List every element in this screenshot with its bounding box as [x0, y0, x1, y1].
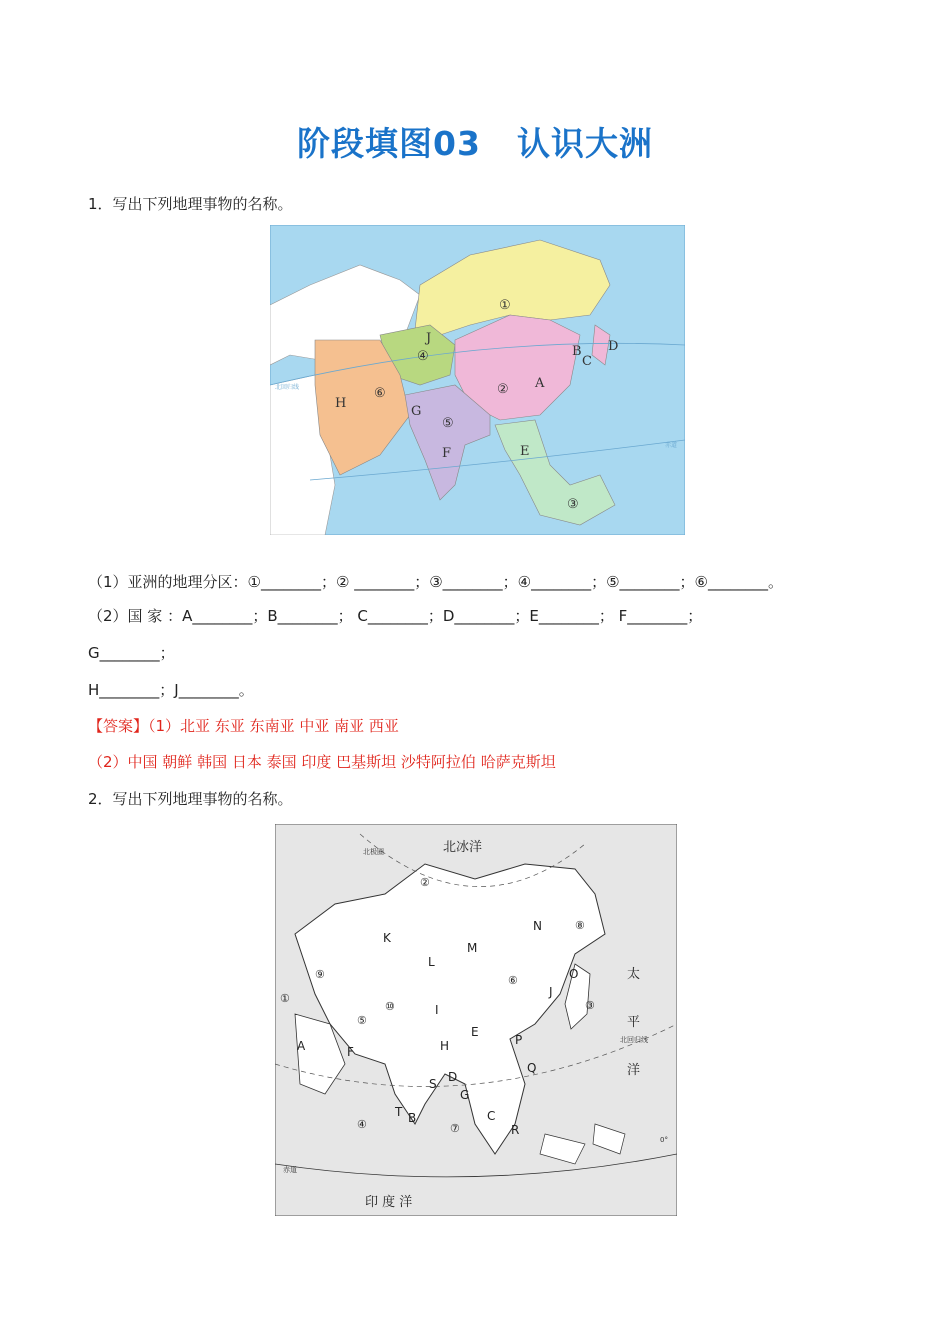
- title-sub: 认识大洲: [516, 124, 653, 163]
- map2-circled-7: ⑦: [450, 1122, 460, 1135]
- map2-letter-T: T: [395, 1105, 403, 1119]
- asia-regions-map: [270, 225, 685, 535]
- map2-circled-4: ④: [357, 1118, 367, 1131]
- map2-letter-K: K: [383, 931, 391, 945]
- map1-label-1: ①: [499, 298, 511, 313]
- map2-letter-L: L: [428, 955, 435, 969]
- question-1-part-1: （1）亚洲的地理分区：①________；② ________；③________；④________；⑤________；⑥________。: [88, 573, 783, 591]
- answer-line-2: （2）中国 朝鲜 韩国 日本 泰国 印度 巴基斯坦 沙特阿拉伯 哈萨克斯坦: [88, 753, 556, 771]
- question-1-part-2: （2）国 家 ：A________；B________； C________；D________；E________； F________；: [88, 607, 703, 625]
- map2-circled-10: ⑩: [385, 1000, 395, 1013]
- map1-label-D: D: [608, 339, 619, 354]
- question-2-title: 2．写出下列地理事物的名称。: [88, 790, 293, 808]
- map2-letter-I: I: [435, 1003, 439, 1017]
- asia-outline-map: [275, 824, 677, 1216]
- map2-zero-label: 0°: [660, 1136, 668, 1144]
- map2-circled-2: ②: [420, 876, 430, 889]
- map1-label-H: H: [335, 396, 347, 411]
- map2-letter-P: P: [515, 1033, 523, 1047]
- map2-circled-3: ③: [585, 999, 595, 1012]
- map1-label-B: B: [572, 344, 582, 359]
- map2-letter-C: C: [487, 1109, 496, 1123]
- map1-label-C: C: [582, 354, 592, 369]
- map1-label-F: F: [442, 446, 452, 461]
- map2-equator-label: 赤道: [283, 1166, 297, 1174]
- map2-circled-9: ⑨: [315, 968, 325, 981]
- map1-label-3: ③: [567, 497, 579, 512]
- map2-pacific-3: 洋: [627, 1063, 641, 1078]
- map1-label-5: ⑤: [442, 416, 454, 431]
- map2-pacific-2: 平: [627, 1015, 641, 1030]
- map1-label-G: G: [411, 404, 422, 419]
- map2-letter-A: A: [297, 1039, 306, 1053]
- map2-letter-O: O: [569, 967, 579, 981]
- map2-letter-N: N: [533, 919, 542, 933]
- map2-letter-Q: Q: [527, 1061, 537, 1075]
- map1-label-4: ④: [417, 349, 429, 364]
- map2-indian-ocean: 印 度 洋: [365, 1195, 413, 1210]
- map1-label-A: A: [535, 376, 545, 391]
- map2-letter-R: R: [511, 1123, 520, 1137]
- map1-label-J: J: [426, 331, 432, 346]
- map1-tropic-label: 北回归线: [275, 384, 300, 391]
- map1-label-E: E: [520, 444, 530, 459]
- title-main: 阶段填图03: [297, 124, 481, 163]
- map2-letter-F: F: [347, 1045, 354, 1059]
- map2-tropic-label: 北回归线: [620, 1036, 648, 1044]
- map2-circled-5: ⑤: [357, 1014, 367, 1027]
- map2-pacific-1: 太: [627, 967, 641, 982]
- map2-letter-H: H: [440, 1039, 450, 1053]
- map1-label-6: ⑥: [374, 386, 386, 401]
- map2-letter-J: J: [549, 985, 553, 999]
- answer-part-1: （1）北亚 东亚 东南亚 中亚 南亚 西亚: [148, 717, 399, 735]
- map2-circled-6: ⑥: [508, 974, 518, 987]
- map2-arctic-ocean: 北冰洋: [443, 840, 483, 855]
- answer-line-1: [88, 715, 399, 736]
- map2-letter-E: E: [471, 1025, 479, 1039]
- map2-circled-8: ⑧: [575, 919, 585, 932]
- map2-letter-B: B: [408, 1111, 417, 1125]
- map2-letter-S: S: [429, 1077, 437, 1091]
- map2-letter-D: D: [448, 1070, 458, 1084]
- map1-equator-label: 赤道: [665, 442, 678, 449]
- map2-circled-1: ①: [280, 992, 290, 1005]
- map1-label-2: ②: [497, 382, 509, 397]
- map2-letter-M: M: [467, 941, 478, 955]
- map2-letter-G: G: [460, 1088, 470, 1102]
- question-1-part-2-end: H________；J________。: [88, 681, 254, 699]
- map2-arctic-circle-label: 北极圈: [363, 848, 384, 856]
- question-1-part-2-cont: G________；: [88, 644, 175, 662]
- page-title: [0, 118, 950, 165]
- question-1-title: 1．写出下列地理事物的名称。: [88, 195, 293, 213]
- answer-label: 【答案】: [88, 717, 149, 735]
